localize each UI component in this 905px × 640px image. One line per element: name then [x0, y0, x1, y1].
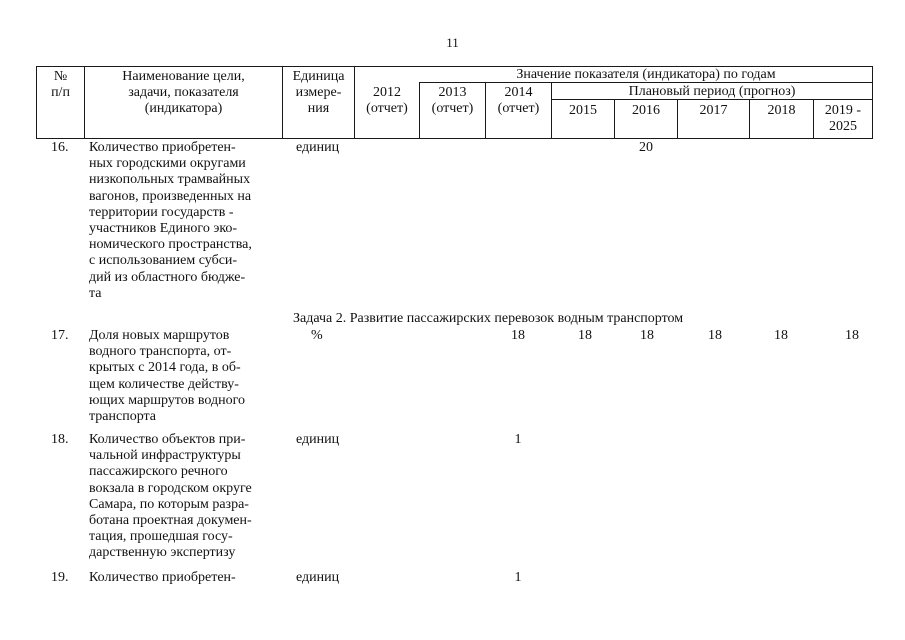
header-name: Наименование цели, задачи, показателя (индикатора)	[122, 69, 245, 116]
header-unit: Единица измере- ния	[292, 69, 345, 116]
header-planned: Плановый период (прогноз)	[628, 84, 796, 99]
page-number: 11	[446, 35, 459, 50]
header-2013: 2013 (отчет)	[431, 85, 474, 116]
value-2014: 1	[514, 432, 522, 447]
task-heading: Задача 2. Развитие пассажирских перевозок водным транспортом	[293, 311, 684, 326]
value-2017: 18	[708, 328, 722, 343]
value-2014: 18	[511, 328, 525, 343]
value-2019-2025: 18	[845, 328, 859, 343]
row-number: 18.	[51, 432, 69, 447]
row-name: Количество приобретен- ных городскими округами низкопольных трамвайных вагонов, произведенных на территории государств - участников Единого эко- номического пространства, с использованием субси- дий из областного бюдже- та	[89, 140, 252, 301]
row-unit: единиц	[296, 432, 340, 447]
row-name: Количество приобретен-	[89, 570, 236, 585]
row-unit: единиц	[296, 140, 340, 155]
header-values: Значение показателя (индикатора) по годам	[516, 67, 776, 82]
value-2016: 20	[639, 140, 653, 155]
header-2017: 2017	[699, 103, 728, 118]
row-unit: %	[311, 328, 323, 343]
value-2014: 1	[514, 570, 522, 585]
value-2015: 18	[578, 328, 592, 343]
header-2016: 2016	[632, 103, 660, 118]
header-2018: 2018	[767, 103, 796, 118]
value-2016: 18	[640, 328, 654, 343]
header-2015: 2015	[569, 103, 597, 118]
value-2018: 18	[774, 328, 788, 343]
header-number: № п/п	[51, 69, 70, 100]
row-number: 16.	[51, 140, 69, 155]
header-2012: 2012 (отчет)	[366, 85, 408, 116]
row-name: Количество объектов при- чальной инфраструктуры пассажирского речного вокзала в городском округе Самара, по которым разра- ботана проектная докумен- тация, прошедшая госу- дарственную экспертизу	[89, 432, 252, 561]
header-2014: 2014 (отчет)	[497, 85, 540, 116]
row-unit: единиц	[296, 570, 340, 585]
row-number: 19.	[51, 570, 69, 585]
header-2019-2025: 2019 - 2025	[824, 103, 862, 134]
row-number: 17.	[51, 328, 69, 343]
row-name: Доля новых маршрутов водного транспорта, от- крытых с 2014 года, в об- щем количестве действу- ющих маршрутов водного транспорта	[89, 328, 245, 425]
